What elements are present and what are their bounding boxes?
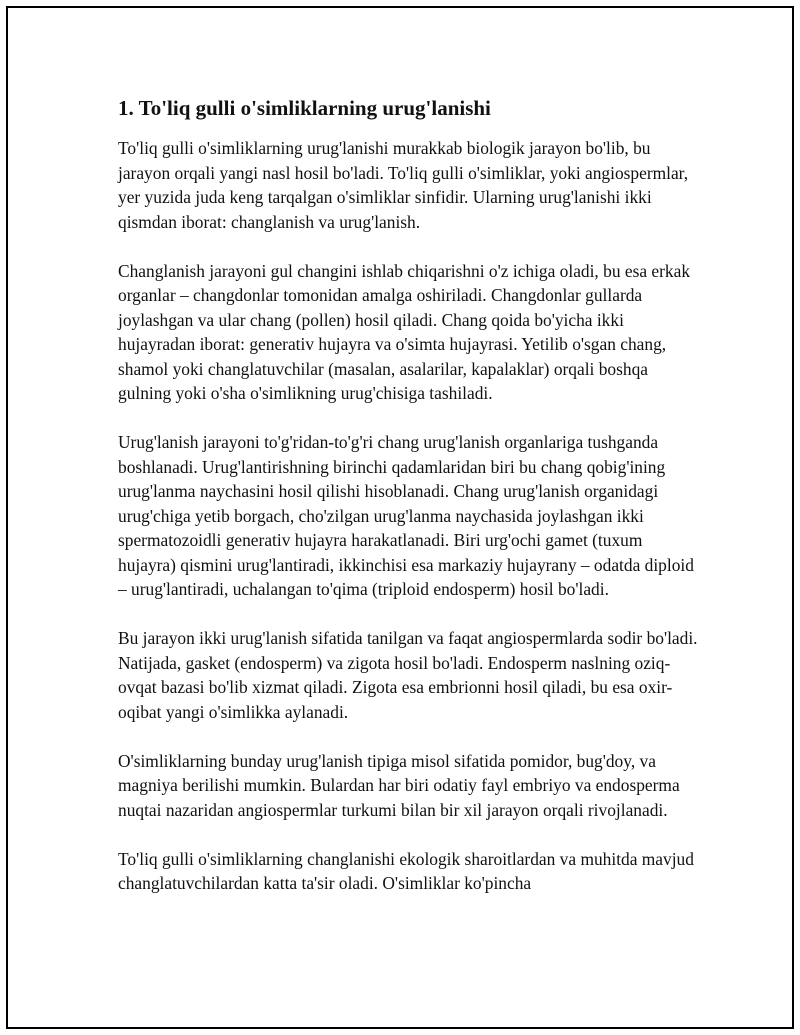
paragraph-5: O'simliklarning bunday urug'lanish tipiga misol sifatida pomidor, bug'doy, va magniya berilishi mumkin. Bulardan har biri odatiy fayl embriyo va endosperma nuqtai nazaridan angiospermlar turkumi bilan bir xil jarayon orqali rivojlanadi.	[118, 750, 680, 820]
document-body	[118, 94, 698, 920]
paragraph-1: To'liq gulli o'simliklarning urug'lanishi murakkab biologik jarayon bo'lib, bu jarayon orqali yangi nasl hosil bo'ladi. To'liq gulli o'simliklar, yoki angiospermlar, yer yuzida juda keng tarqalgan o'simliklar sinfidir. Ularning urug'lanishi ikki qismdan iborat: changlanish va urug'lanish.	[118, 138, 689, 232]
paragraph-2: Changlanish jarayoni gul changini ishlab chiqarishni o'z ichiga oladi, bu esa erkak organlar – changdonlar tomonidan amalga oshiriladi. Changdonlar gullarda joylashgan va ular chang (pollen) hosil qiladi. Chang qoida bo'yicha ikki hujayradan iborat: generativ hujayra va o'simta hujayrasi. Yetilib o'sgan chang, shamol yoki changlatuvchilar (masalan, asalarilar, kapalaklar) orqali boshqa gulning yoki o'sha o'simlikning urug'chisiga tashiladi.	[118, 260, 691, 403]
paragraph-6: To'liq gulli o'simliklarning changlanishi ekologik sharoitlardan va muhitda mavjud changlatuvchilardan katta ta'sir oladi. O'simliklar ko'pincha	[118, 848, 694, 893]
paragraph-3: Urug'lanish jarayoni to'g'ridan-to'g'ri chang urug'lanish organlariga tushganda boshlanadi. Urug'lantirishning birinchi qadamlaridan biri bu chang qobig'ining urug'lanma naychasini hosil qilishi hisoblanadi. Chang urug'lanish organidagi urug'chiga yetib borgach, cho'zilgan urug'lanma naychasida joylashgan ikki spermatozoidli generativ hujayra harakatlanadi. Biri urg'ochi gamet (tuxum hujayra) qismini urug'lantiradi, ikkinchisi esa markaziy hujayrany – odatda diploid – urug'lantiradi, uchalangan to'qima (triploid endosperm) hosil bo'ladi.	[118, 432, 694, 599]
document-title: 1. To'liq gulli o'simliklarning urug'lanishi	[118, 96, 491, 120]
page-frame	[6, 6, 794, 1029]
paragraph-4: Bu jarayon ikki urug'lanish sifatida tanilgan va faqat angiospermlarda sodir bo'ladi. Natijada, gasket (endosperm) va zigota hosil bo'ladi. Endosperm naslning oziq-ovqat bazasi bo'lib xizmat qiladi. Zigota esa embrionni hosil qiladi, bu esa oxir-oqibat yangi o'simlikka aylanadi.	[118, 628, 698, 722]
